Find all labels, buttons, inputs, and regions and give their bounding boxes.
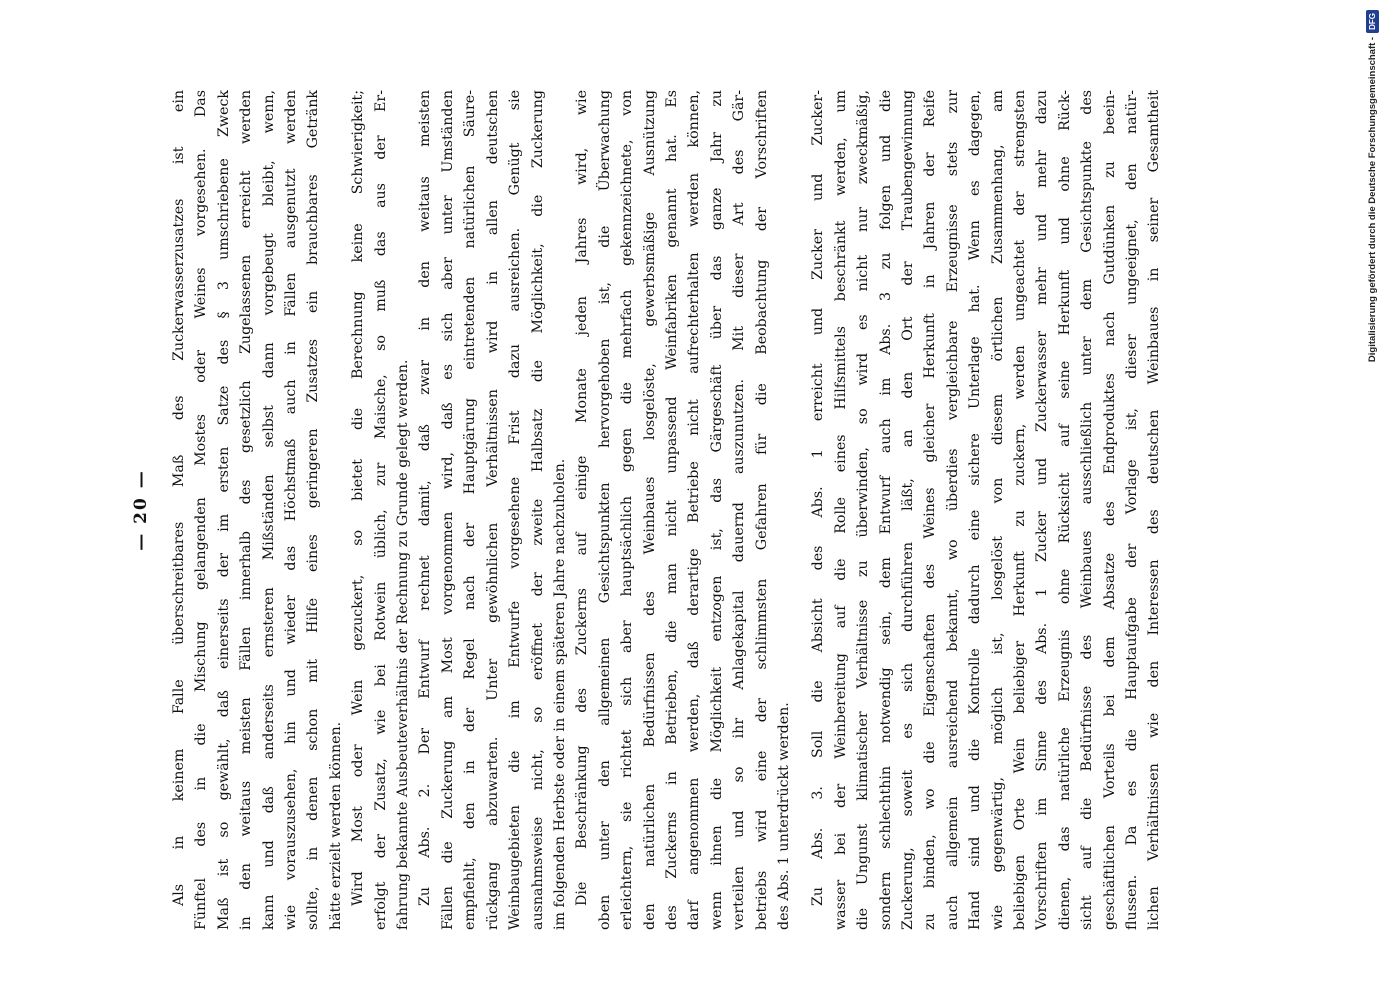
text-line: Maß ist so gewählt, daß einerseits der im ersten Satze des § 3 umschriebene Zweck [215,90,232,930]
paragraph-5 [807,90,1166,930]
text-line: Die Beschränkung des Zuckerns auf einige Monate jeden Jahres wird, wie [574,90,591,906]
paragraph-1 [168,90,347,930]
text-line: flussen. Da es die Hauptaufgabe der Vorlage ist, dieser ungeeignet, den natür- [1124,90,1141,930]
text-line: Wird Most oder Wein gezuckert, so bietet die Berechnung keine Schwierigkeit; [350,90,367,906]
page-number: — 20 — [131,469,151,551]
text-line: darf angenommen werden, daß derartige Betriebe nicht aufrechterhalten werden können, [686,90,703,930]
text-line: erleichtern, sie richtet sich aber hauptsächlich gegen die mehrfach gekennzeichnete, von [619,90,636,930]
text-line: Fünftel des in die Mischung gelangenden Mostes oder Weines vorgesehen. Das [193,90,210,930]
text-line: auch allgemein ausreichend bekannt, wo überdies vergleichbare Erzeugnisse stets zur [944,90,961,930]
text-line: Zuckerung, soweit es sich durchführen läßt, an den Ort der Traubengewinnung [900,90,916,930]
paragraph-2 [347,90,414,930]
text-line: geschäftlichen Vorteils bei dem Absatze des Endproduktes nach Gutdünken zu beein- [1101,90,1118,930]
text-line: Hand sind und die Kontrolle dadurch eine sichere Unterlage hat. Wenn es dagegen, [967,90,984,930]
text-line: betriebs wird eine der schlimmsten Gefahren für die Beobachtung der Vorschriften [753,90,770,930]
digitization-credit [1362,10,1382,990]
text-line: in den weitaus meisten Fällen innerhalb des gesetzlich Zugelassenen erreicht werden [238,90,255,930]
text-line: sollte, in denen schon mit Hilfe eines geringeren Zusatzes ein brauchbares Getränk [305,90,322,930]
dfg-logo: DFG [1366,10,1379,33]
text-line: des Zuckerns in Betrieben, die man nicht unpassend Weinfabriken genannt hat. Es [663,90,680,930]
text-line: sondern schlechthin notwendig sein, dem Entwurf auch im Abs. 3 zu folgen und die [877,90,894,930]
paragraph-4 [571,90,795,930]
text-line: fahrung bekannte Ausbeuteverhältnis der Rechnung zu Grunde gelegt werden. [395,359,412,930]
text-line: Als in keinem Falle überschreitbares Maß des Zuckerwasserzusatzes ist ein [171,90,187,906]
text-line: Vorschriften im Sinne des Abs. 1 Zucker und Zuckerwasser mehr und mehr dazu [1034,90,1051,930]
credit-text: Digitalisierung gefördert durch die Deutsche Forschungsgemeinschaft - [1366,36,1378,363]
text-line: lichen Verhältnissen wie den Interessen des deutschen Weinbaues in seiner Gesamtheit [1146,90,1163,930]
text-line: rückgang abzuwarten. Unter gewöhnlichen Verhältnissen wird in allen deutschen [484,90,501,930]
text-line: wie gegenwärtig, möglich ist, losgelöst von diesem örtlichen Zusammenhang, am [989,90,1006,930]
text-line: Fällen die Zuckerung am Most vorgenommen wird, daß es sich aber unter Umständen [439,90,456,930]
text-line: empfiehlt, den in der Regel nach der Hauptgärung eintretenden natürlichen Säure- [462,90,479,930]
text-line: hätte erzielt werden können. [327,721,344,930]
text-line: wenn ihnen die Möglichkeit entzogen ist, das Gärgeschäft über das ganze Jahr zu [708,90,725,930]
text-line: den natürlichen Bedürfnissen des Weinbaues losgelöste, gewerbsmäßige Ausnützung [641,90,658,930]
paragraph-gap [795,90,807,930]
rotated-text-block [130,90,1163,930]
text-line: wasser bei der Weinbereitung auf die Rolle eines Hilfsmittels beschränkt werden, um [832,90,849,930]
text-line: ausnahmsweise nicht, so eröffnet der zweite Halbsatz die Möglichkeit, die Zuckerung [529,90,546,930]
text-line: die Ungunst klimatischer Verhältnisse zu überwinden, so wird es nicht nur zweckmäßig, [855,90,872,930]
text-line: beliebigen Orte Wein beliebiger Herkunft zu zuckern, werden ungeachtet der strengsten [1012,90,1029,930]
text-line: im folgenden Herbste oder in einem späteren Jahre nachzuholen. [551,458,568,930]
paragraph-3 [414,90,571,930]
text-line: Zu Abs. 2. Der Entwurf rechnet damit, daß zwar in den weitaus meisten [417,90,434,906]
text-line: Weinbaugebieten die im Entwurfe vorgesehene Frist dazu ausreichen. Genügt sie [507,90,524,930]
text-line: zu binden, wo die Eigenschaften des Weines gleicher Herkunft in Jahren der Reife [922,90,939,930]
text-line: kann und daß anderseits ernsteren Mißständen selbst dann vorgebeugt bleibt, wenn, [260,90,277,930]
text-line: sicht auf die Bedürfnisse des Weinbaues ausschließlich unter dem Gesichtspunkte des [1079,90,1096,930]
text-line: Zu Abs. 3. Soll die Absicht des Abs. 1 erreicht und Zucker und Zucker- [810,90,827,906]
text-line: oben unter den allgemeinen Gesichtspunkten hervorgehoben ist, die Überwachung [596,90,613,930]
text-line: verteilen und so ihr Anlagekapital dauernd auszunutzen. Mit dieser Art des Gär- [731,90,748,930]
text-line: wie vorauszusehen, hin und wieder das Höchstmaß auch in Fällen ausgenutzt werden [283,90,300,930]
text-line: erfolgt der Zusatz, wie bei Rotwein üblich, zur Maische, so muß das aus der Er- [372,90,389,930]
text-line: des Abs. 1 unterdrückt werden. [775,702,792,930]
text-line: dienen, das natürliche Erzeugnis ohne Rücksicht auf seine Herkunft und ohne Rück- [1056,90,1073,930]
